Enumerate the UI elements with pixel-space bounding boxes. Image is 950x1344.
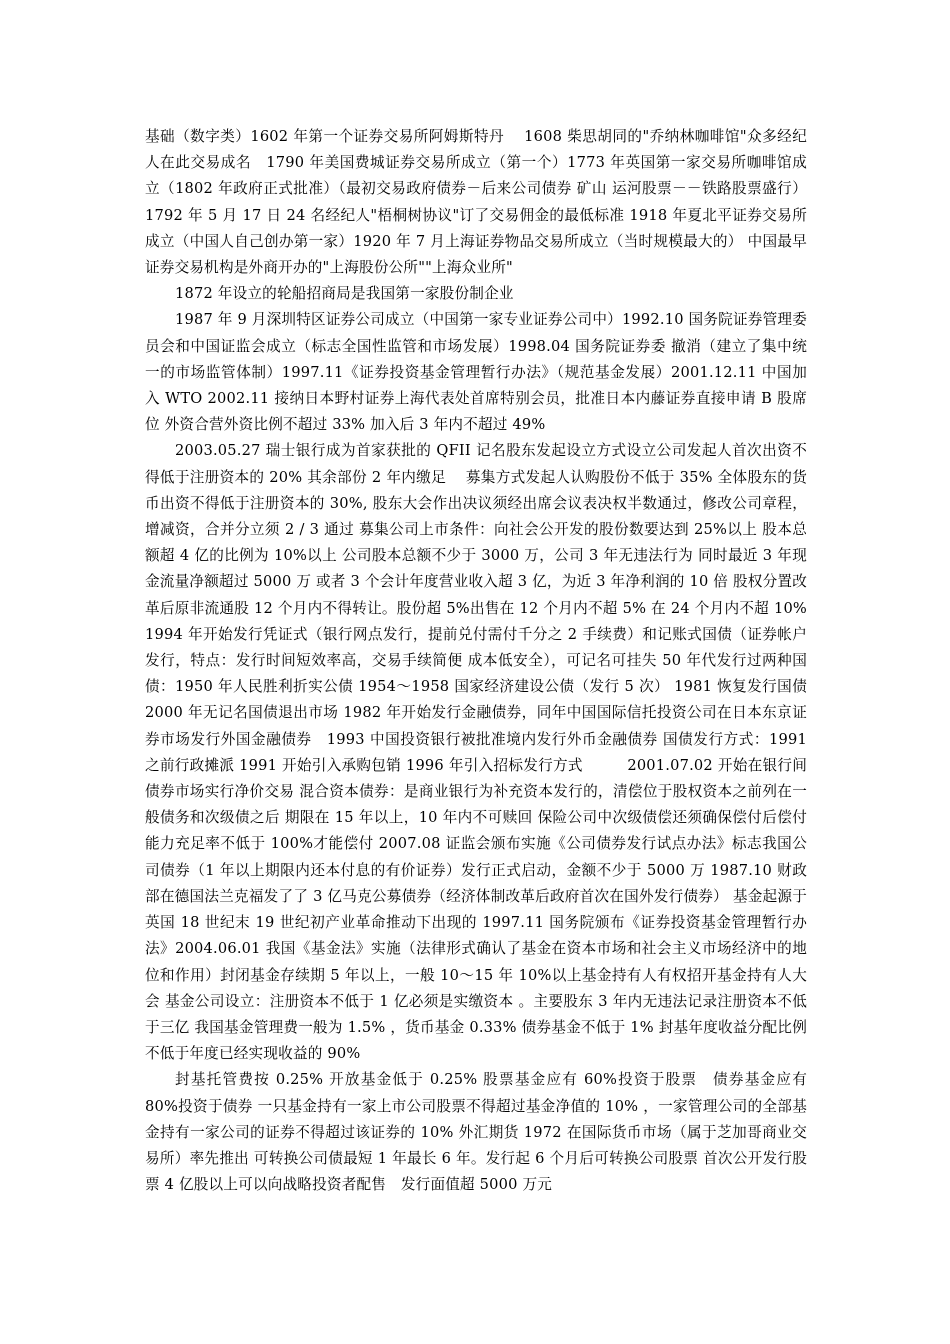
- document-body: [145, 124, 807, 1198]
- paragraph-first-joint-stock: 1872 年设立的轮船招商局是我国第一家股份制企业: [175, 285, 514, 303]
- paragraph-regulation-history: 1987 年 9 月深圳特区证券公司成立（中国第一家专业证券公司中）1992.10 国务院证券管理委员会和中国证监会成立（标志全国性监管和市场发展）1998.04 国务院证券委 撤消（建立了集中统一的市场监管体制）1997.11《证券投资基金管理暂行办法》（规范基金发展）2001.12.11 中国加入 WTO 2002.11 接纳日本野村证券上海代表处首席特别会员，批准日本内藤证券直接申请 B 股席位 外资合营外资比例不超过 33% 加入后 3 年内不超过 49%: [145, 311, 807, 434]
- paragraph-securities-history: 基础（数字类）1602 年第一个证券交易所阿姆斯特丹 1608 柴思胡同的"乔纳林咖啡馆"众多经纪人在此交易成名 1790 年美国费城证券交易所成立（第一个）1773 年英国第一家交易所咖啡馆成立（1802 年政府正式批准）（最初交易政府债券－后来公司债券 矿山 运河股票－－铁路股票盛行） 1792 年 5 月 17 日 24 名经纪人"梧桐树协议"订了交易佣金的最低标准 1918 年夏北平证券交易所成立（中国人自己创办第一家）1920 年 7 月上海证券物品交易所成立（当时规模最大的） 中国最早证券交易机构是外商开办的"上海股份公所""上海众业所": [145, 128, 807, 277]
- paragraph-company-bonds-funds: 2003.05.27 瑞士银行成为首家获批的 QFII 记名股东发起设立方式设立公司发起人首次出资不得低于注册资本的 20% 其余部份 2 年内缴足 募集方式发起人认购股份不低于 35% 全体股东的货币出资不得低于注册资本的 30%, 股东大会作出决议须经出席会议表决权半数通过，修改公司章程，增减资，合并分立须 2 / 3 通过 募集公司上市条件：向社会公开发的股份数要达到 25%以上 股本总额超 4 亿的比例为 10%以上 公司股本总额不少于 3000 万，公司 3 年无违法行为 同时最近 3 年现金流量净额超过 5000 万 或者 3 个会计年度营业收入超 3 亿，为近 3 年净利润的 10 倍 股权分置改革后原非流通股 12 个月内不得转让。股份超 5%出售在 12 个月内不超 5% 在 24 个月内不超 10% 1994 年开始发行凭证式（银行网点发行，提前兑付需付千分之 2 手续费）和记账式国债（证券帐户发行，特点：发行时间短效率高，交易手续简便 成本低安全），可记名可挂失 50 年代发行过两种国债：1950 年人民胜利折实公债 1954～1958 国家经济建设公债（发行 5 次） 1981 恢复发行国债 2000 年无记名国债退出市场 1982 年开始发行金融债券，同年中国国际信托投资公司在日本东京证券市场发行外国金融债券 1993 中国投资银行被批准境内发行外币金融债券 国债发行方式：1991 之前行政摊派 1991 开始引入承购包销 1996 年引入招标发行方式 2001.07.02 开始在银行间债券市场实行净价交易 混合资本债券：是商业银行为补充资本发行的，清偿位于股权资本之前列在一般债务和次级债之后 期限在 15 年以上，10 年内不可赎回 保险公司中次级债偿还须确保偿付后偿付能力充足率不低于 100%才能偿付 2007.08 证监会颁布实施《公司债券发行试点办法》标志我国公司债券（1 年以上期限内还本付息的有价证券）发行正式启动，金额不少于 5000 万 1987.10 财政部在德国法兰克福发了了 3 亿马克公募债券（经济体制改革后政府首次在国外发行债券） 基金起源于英国 18 世纪末 19 世纪初产业革命推动下出现的 1997.11 国务院颁布《证券投资基金管理暂行办法》2004.06.01 我国《基金法》实施（法律形式确认了基金在资本市场和社会主义市场经济中的地位和作用）封闭基金存续期 5 年以上，一般 10～15 年 10%以上基金持有人有权招开基金持有人大会 基金公司设立：注册资本不低于 1 亿必须是实缴资本 。主要股东 3 年内无违法记录注册资本不低于三亿 我国基金管理费一般为 1.5% ，货币基金 0.33% 债券基金不低于 1% 封基年度收益分配比例不低于年度已经实现收益的 90%: [145, 442, 807, 1063]
- paragraph-fund-rules: 封基托管费按 0.25% 开放基金低于 0.25% 股票基金应有 60%投资于股票 债券基金应有 80%投资于债券 一只基金持有一家上市公司股票不得超过基金净值的 10% ，一家管理公司的全部基金持有一家公司的证券不得超过该证券的 10% 外汇期货 1972 在国际货币市场（属于芝加哥商业交易所）率先推出 可转换公司债最短 1 年最长 6 年。发行起 6 个月后可转换公司股票 首次公开发行股票 4 亿股以上可以向战略投资者配售 发行面值超 5000 万元: [145, 1071, 807, 1194]
